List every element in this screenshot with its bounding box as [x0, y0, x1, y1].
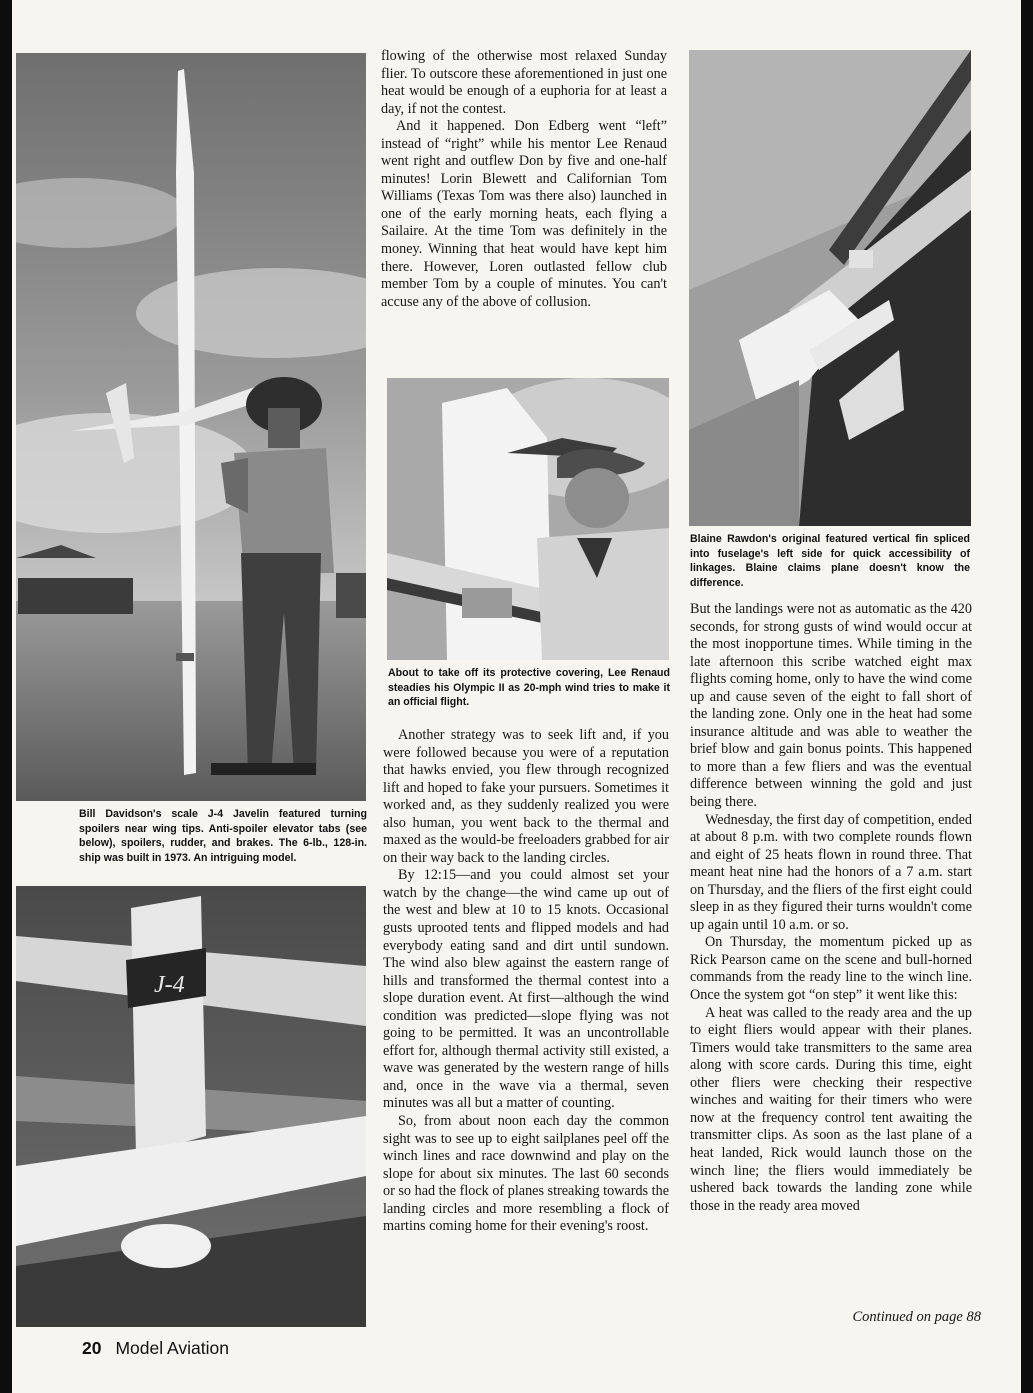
page-footer — [82, 1338, 229, 1359]
article-column-middle-top — [381, 48, 667, 311]
paragraph: flowing of the otherwise most relaxed Sunday flier. To outscore these aforementioned in just one heat would be enough of a euphoria for at least a day, if not the contest. — [381, 48, 667, 117]
paragraph: Wednesday, the first day of competition, ended at about 8 p.m. with two complete rounds flown and eight of 25 heats flown in round three. That meant heat nine had the honors of a 7 a.m. start on Thursday, and the fliers of the first eight could sleep in as they figured their turns wouldn't come up again until 10 a.m. or so. — [690, 811, 972, 933]
photo-olympic-ii — [387, 378, 669, 660]
caption-javelin: Bill Davidson's scale J-4 Javelin featured turning spoilers near wing tips. Anti-spoiler elevator tabs (see below), spoilers, rudder, and brakes. The 6-lb., 128-in. ship was built in 1973. An intriguing model. — [79, 808, 367, 864]
magazine-title: Model Aviation — [115, 1338, 229, 1358]
paragraph: Another strategy was to seek lift and, if you were followed because you were of a reputation that hawks envied, you flew through recognized lift and hoped to fake your pursuers. Sometimes it worked and, as they suddenly realized you were also human, you went back to the thermal and maxed as the would-be freeloaders grabbed for air on their way back to the landing circles. — [383, 727, 669, 866]
caption-olympic: About to take off its protective covering, Lee Renaud steadies his Olympic II as 20-mph wind tries to make it an official flight. — [388, 667, 670, 709]
tail-marking: J-4 — [154, 972, 185, 998]
paragraph: And it happened. Don Edberg went “left” instead of “right” while his mentor Lee Renaud went right and outflew Don by five and one-half minutes! Lorin Blewett and Californian Tom Williams (Texas Tom was there also) launched in one of the early morning heats, each flying a Sailaire. At the time Tom was definitely in the money. Winning that heat would have kept him there. However, Loren outlasted fellow club member Tom by a couple of minutes. You can't accuse any of the above of collusion. — [381, 118, 667, 310]
photo-javelin-sailplane — [16, 53, 366, 801]
paragraph: So, from about noon each day the common sight was to see up to eight sailplanes peel off the winch lines and race downwind and play on the slope for about six minutes. The last 60 seconds or so had the flock of planes streaking towards the landing circles and more resembling a flock of martins coming home for their evening's roost. — [383, 1113, 669, 1235]
photo-j4-tail — [16, 886, 366, 1327]
photo-rawdon-fin — [689, 50, 971, 526]
caption-rawdon: Blaine Rawdon's original featured vertical fin spliced into fuselage's left side for quick accessibility of linkages. Blaine claims plane doesn't know the difference. — [690, 533, 970, 589]
paragraph: A heat was called to the ready area and the up to eight fliers would appear with their planes. Timers would take transmitters to the same area along with score cards. During this time, eight other fliers were checking their respective winches and waiting for their timers who were now at the frequency control tent awaiting the transmitter clips. As soon as the last plane of a heat landed, Rick would launch those on the winch line; the fliers would immediately be ushered back towards the landing zone while those in the ready area moved — [690, 1004, 972, 1214]
magazine-page — [12, 0, 1021, 1393]
page-number: 20 — [82, 1338, 102, 1358]
continued-note: Continued on page 88 — [852, 1309, 981, 1325]
paragraph: By 12:15—and you could almost set your watch by the change—the wind came up out of the west and blew at 10 to 15 knots. Occasional gusts uprooted tents and flipped models and had everybody eating sand and dirt until sundown. The wind also blew against the eastern range of hills and transformed the thermal contest into a slope duration event. At first—although the wind condition was predicted—slope flying was not going to be permitted. It was an uncontrollable effort for, although thermal activity still existed, a wave was generated by the western range of hills and, once in the wave via a thermal, seven minutes was all but a matter of counting. — [383, 867, 669, 1112]
paragraph: But the landings were not as automatic as the 420 seconds, for strong gusts of wind would occur at the most inopportune times. While timing in the late afternoon this scribe watched eight max flights coming home, only to have the wind come up and cause seven of the eight to fall short of the landing zone. Only one in the heat had some insurance altitude and was able to weather the brief blow and gain bonus points. This happened to more than a few fliers and was the eventual difference between winning the gold and just being there. — [690, 601, 972, 811]
article-column-right — [690, 601, 972, 1215]
article-column-middle-bottom — [383, 727, 669, 1236]
paragraph: On Thursday, the momentum picked up as Rick Pearson came on the scene and bull-horned commands from the ready line to the winch line. Once the system got “on step” it went like this: — [690, 934, 972, 1004]
